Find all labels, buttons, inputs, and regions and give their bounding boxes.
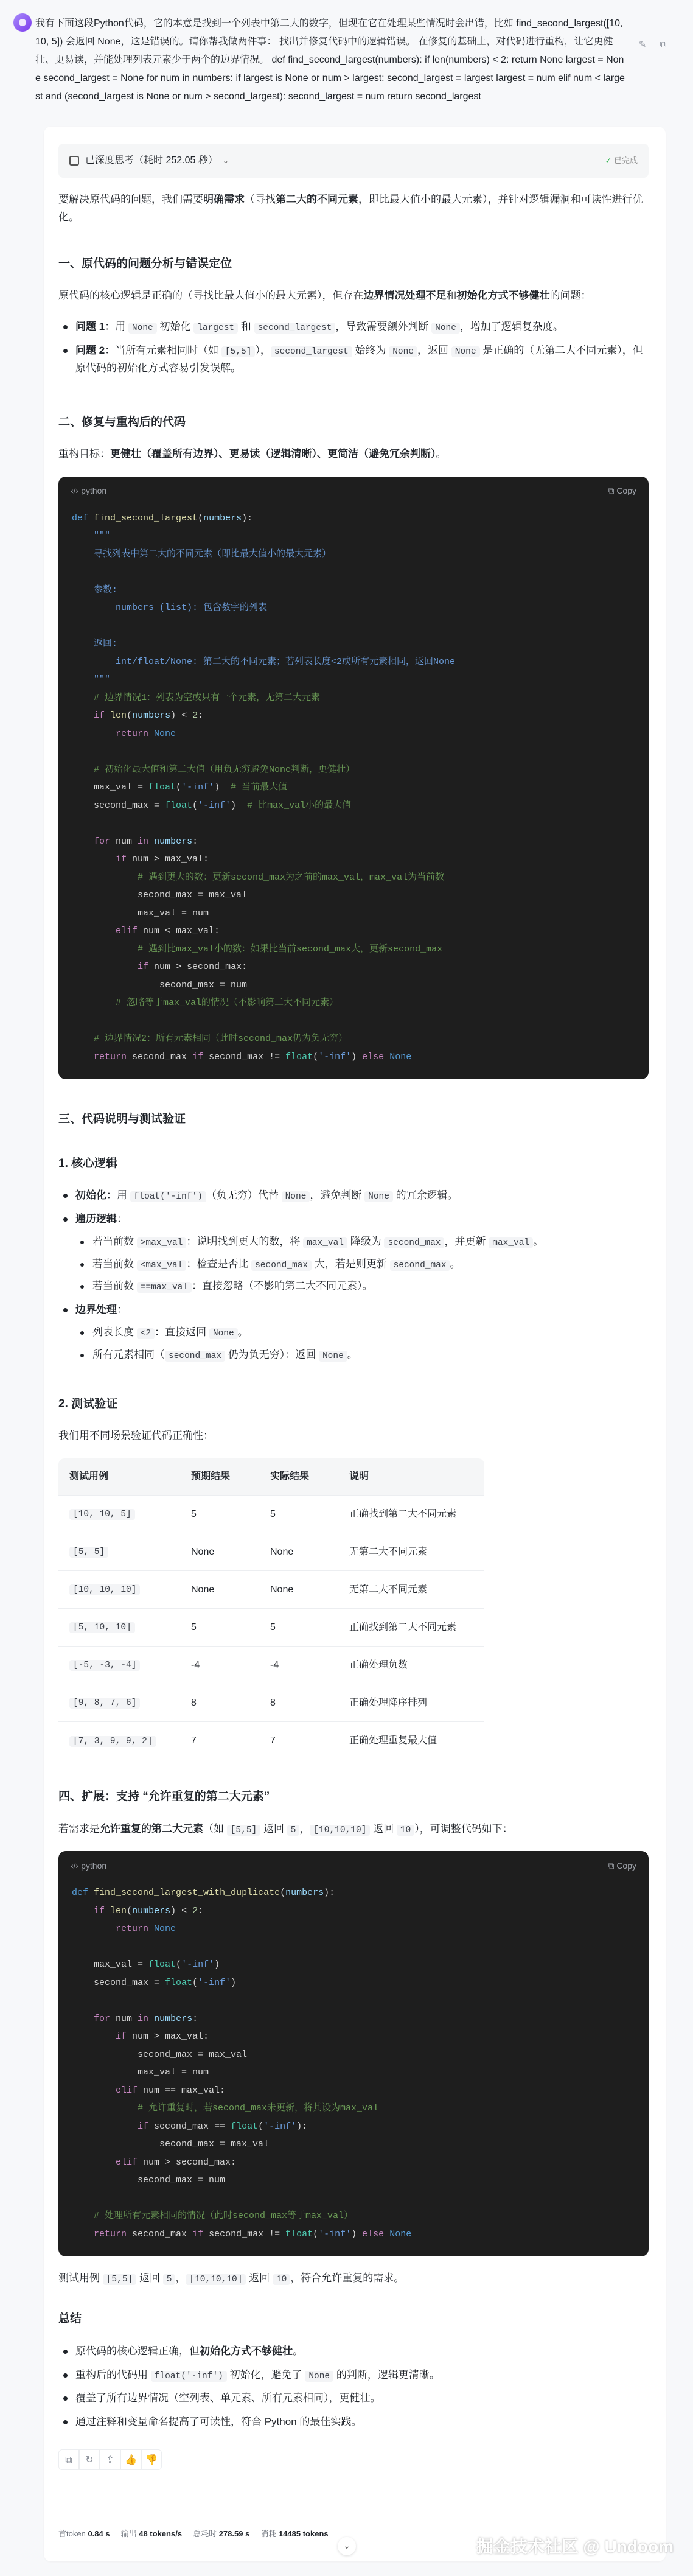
test-intro: 我们用不同场景验证代码正确性： (58, 1430, 214, 1442)
question-text: 我有下面这段Python代码，它的本意是找到一个列表中第二大的数字，但现在它在处理某些情况时会出错，比如 find_second_largest([10, 10, 5]) 会返回 None，这是错误的。请你帮我做两件事： 找出并修复代码中的逻辑错误。 在修复的基础上，对代码进行重构，让它更健壮、更易读，并能处理列表元素少于两个的边界情况。 def find_second_largest(numbers): if len(numbers) < 2: return None largest = None second_largest = None for num in numbers: if largest is None or num > largest: second_largest = largest largest = num elif num < largest and (second_largest is None or num > second_largest): second_largest = num return second_largest (35, 18, 625, 102)
subsection-core-logic: 1. 核心逻辑 (58, 1157, 118, 1170)
code-language: ‹/› python (71, 484, 106, 499)
list-item: 边界处理： 列表长度 <2 ：直接返回 None 。 所有元素相同（ second_max 仍为负无穷）：返回 None 。 (58, 1301, 649, 1364)
deep-think-toggle[interactable] (58, 144, 649, 178)
copy-question-icon[interactable]: ⧉ (660, 40, 667, 51)
list-item: 问题 1：用 None 初始化 largest 和 second_largest ，导致需要额外判断 None ，增加了逻辑复杂度。 (58, 318, 649, 336)
table-row: [5, 10, 10] 5 5 正确找到第二大不同元素 (58, 1608, 484, 1646)
chevron-down-icon: ⌄ (222, 156, 229, 165)
section-4-paragraph: 若需求是允许重复的第二大元素（如 [5,5] 返回 5 ， [10,10,10] 返回 10 ），可调整代码如下： (58, 1822, 513, 1835)
regenerate-icon[interactable]: ↻ (79, 2449, 100, 2470)
table-header: 预期结果 (180, 1458, 259, 1495)
copy-code-button[interactable]: ⧉ Copy (608, 484, 636, 499)
summary-title: 总结 (58, 2312, 82, 2326)
stat-tokens: 消耗 14485 tokens (260, 2529, 329, 2538)
copy-code-button[interactable]: ⧉ Copy (608, 1859, 636, 1874)
section-3-title: 三、代码说明与测试验证 (58, 1113, 186, 1126)
refactor-goal: 重构目标：更健壮（覆盖所有边界）、更易读（逻辑清晰）、更简洁（避免冗余判断）。 (58, 447, 447, 460)
stat-first-token: 首token 0.84 s (58, 2529, 110, 2538)
table-header: 说明 (338, 1458, 484, 1495)
list-item: 问题 2：当所有元素相同时（如 [5,5] ）， second_largest 始终为 None ，返回 None 是正确的（无第二大不同元素），但原代码的初始化方式容易引发误解。 (58, 342, 649, 377)
table-row: [10, 10, 5] 5 5 正确找到第二大不同元素 (58, 1495, 484, 1533)
test-table (58, 1458, 484, 1759)
code-content[interactable]: def find_second_largest(numbers): """ 寻找列表中第二大的不同元素（即比最大值小的最大元素） 参数: numbers (list): 包含数字的列表 返回: int/float/None: 第二大的不同元素；若列表长度<2或所有元素相同，返回None """ # 边界情况1：列表为空或只有一个元素，无第二大元素 if len(numbers) < 2: return None # 初始化最大值和第二大值（用负无穷避免None判断，更健壮） max_val = float('-inf') # 当前最大值 second_max = float('-inf') # 比max_val小的最大值 for num in numbers: if num > max_val: # 遇到更大的数：更新second_max为之前的max_val，max_val为当前数 second_max = max_val max_val = num elif num < max_val: # 遇到比max_val小的数：如果比当前second_max大，更新second_max if num > second_max: second_max = num # 忽略等于max_val的情况（不影响第二大不同元素） # 边界情况2：所有元素相同（此时second_max仍为负无穷） return second_max if second_max != float('-inf') else None (72, 513, 456, 1062)
logic-list (58, 1187, 649, 1364)
table-row: [10, 10, 10] None None 无第二大不同元素 (58, 1570, 484, 1608)
message-actions (58, 2449, 649, 2470)
table-row: [-5, -3, -4] -4 -4 正确处理负数 (58, 1646, 484, 1684)
copy-icon[interactable]: ⧉ (58, 2449, 79, 2470)
problem-list (58, 318, 649, 377)
section-2-title: 二、修复与重构后的代码 (58, 415, 186, 429)
summary-list (58, 2343, 649, 2432)
list-item: 所有元素相同（ second_max 仍为负无穷）：返回 None 。 (75, 1346, 649, 1364)
list-item: 原代码的核心逻辑正确，但初始化方式不够健壮。 (58, 2343, 649, 2361)
answer-content (58, 144, 649, 2470)
list-item: 重构后的代码用 float('-inf') 初始化，避免了 None 的判断，逻辑更清晰。 (58, 2367, 649, 2384)
user-avatar (13, 13, 32, 32)
think-icon (69, 156, 79, 166)
section-1-title: 一、原代码的问题分析与错误定位 (58, 257, 232, 270)
list-item: 若当前数 <max_val ：检查是否比 second_max 大，若是则更新 second_max 。 (75, 1256, 649, 1273)
list-item: 列表长度 <2 ：直接返回 None 。 (75, 1324, 649, 1342)
section-4-title: 四、扩展：支持 “允许重复的第二大元素” (58, 1790, 270, 1804)
table-header: 测试用例 (58, 1458, 180, 1495)
list-item: 覆盖了所有边界情况（空列表、单元素、所有元素相同），更健壮。 (58, 2390, 649, 2407)
stat-output-rate: 输出 48 tokens/s (120, 2529, 183, 2538)
list-item: 遍历逻辑： 若当前数 >max_val ：说明找到更大的数，将 max_val 降级为 second_max ，并更新 max_val 。 若当前数 <max_val ：检查是否比 second_max 大，若是则更新 second_max 。 若当前数 ==max_val ：直接忽略（不影响第二大不同元素）。 (58, 1211, 649, 1296)
extension-test-note: 测试用例 [5,5] 返回 5 ， [10,10,10] 返回 10 ，符合允许重复的需求。 (58, 2272, 405, 2285)
thumbs-down-icon[interactable]: 👎 (141, 2449, 162, 2470)
question-area (0, 0, 693, 116)
code-language: ‹/› python (71, 1859, 106, 1874)
table-row: [7, 3, 9, 9, 2] 7 7 正确处理重复最大值 (58, 1721, 484, 1759)
stat-total-time: 总耗时 278.59 s (193, 2529, 250, 2538)
think-status: ✓ 已完成 (605, 154, 638, 167)
thumbs-up-icon[interactable]: 👍 (120, 2449, 141, 2470)
stats-footer (58, 2527, 329, 2541)
list-item: 若当前数 >max_val ：说明找到更大的数，将 max_val 降级为 second_max ，并更新 max_val 。 (75, 1233, 649, 1251)
list-item: 通过注释和变量命名提高了可读性，符合 Python 的最佳实践。 (58, 2413, 649, 2431)
table-header: 实际结果 (259, 1458, 338, 1495)
edit-icon[interactable]: ✎ (638, 40, 647, 51)
watermark: 掘金技术社区 @ Undoom (476, 2537, 674, 2556)
code-block-main (58, 477, 649, 1080)
table-row: [9, 8, 7, 6] 8 8 正确处理降序排列 (58, 1684, 484, 1721)
scroll-down-button[interactable]: ⌄ (338, 2537, 356, 2555)
section-1-paragraph: 原代码的核心逻辑是正确的（寻找比最大值小的最大元素），但存在边界情况处理不足和初始化方式不够健壮的问题： (58, 290, 591, 302)
code-content[interactable]: def find_second_largest_with_duplicate(numbers): if len(numbers) < 2: return None max_val = float('-inf') second_max = float('-inf') for num in numbers: if num > max_val: second_max = max_val max_val = num elif num == max_val: # 允许重复时，若second_max未更新，将其设为max_val if second_max == float('-inf'): second_max = max_val elif num > second_max: second_max = num # 处理所有元素相同的情况（此时second_max等于max_val） return second_max if second_max != float('-inf') else None (72, 1888, 412, 2239)
share-icon[interactable]: ⇪ (100, 2449, 120, 2470)
list-item: 初始化：用 float('-inf') （负无穷）代替 None ，避免判断 None 的冗余逻辑。 (58, 1187, 649, 1205)
table-row: [5, 5] None None 无第二大不同元素 (58, 1533, 484, 1570)
intro-paragraph: 要解决原代码的问题，我们需要明确需求（寻找第二大的不同元素，即比最大值小的最大元素），并针对逻辑漏洞和可读性进行优化。 (58, 194, 643, 223)
think-label: 已深度思考（耗时 252.05 秒） (85, 155, 218, 166)
list-item: 若当前数 ==max_val ：直接忽略（不影响第二大不同元素）。 (75, 1278, 649, 1295)
subsection-test: 2. 测试验证 (58, 1398, 118, 1411)
code-block-extension (58, 1851, 649, 2256)
